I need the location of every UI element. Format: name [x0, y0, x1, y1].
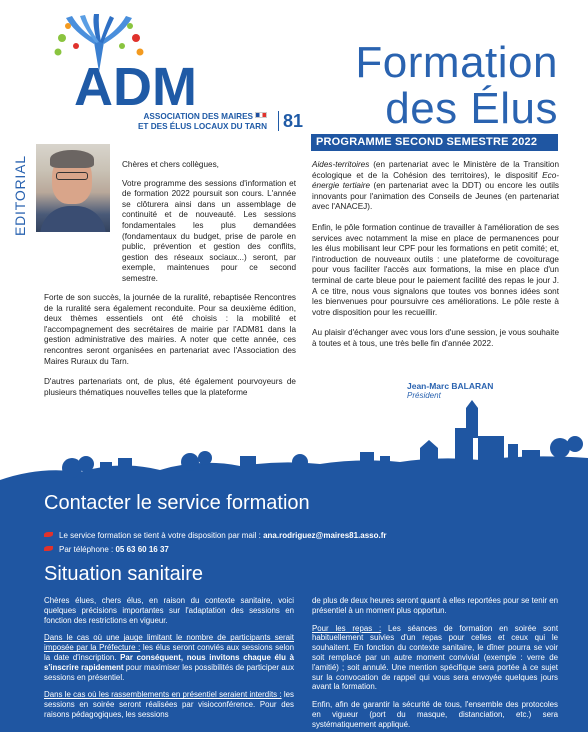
sanitaire-case-jauge: Dans le cas où une jauge limitant le nombre de participants serait imposée par la Préfecture : les élus seront conviés aux sessions selon la date d'inscription. Par conséquent, nous invitons chaque élu à s'inscrire rapidement pour maximiser les possibilités de participer aux sessions en présentiel.: [44, 633, 295, 682]
editorial-paragraph-2: Forte de son succès, la journée de la ruralité, rebaptisée Rencontres de la ruralité sera également reconduite. Pour sa deuxième édition, deux thèmes essentiels ont été choisis : la mobilité et l'accompagnement des secrétaires de mairie par l'ADM81 dans la gestion administrative des mairies. A noter que cette année, ces rencontres seront organisées en partenariat avec l'Association des Maires Ruraux du Tarn.: [44, 293, 296, 366]
contact-email-link[interactable]: ana.rodriguez@maires81.asso.fr: [263, 531, 387, 540]
signature-name: Jean-Marc BALARAN: [407, 381, 494, 391]
aides-territoires: Aides-territoires: [312, 160, 370, 169]
logo-wordmark: ADM: [74, 57, 197, 117]
sanitaire-reports: de plus de deux heures seront quant à elles reportées pour se tenir en présentiel à un moment plus opportun.: [312, 596, 558, 615]
editorial-paragraph-4: Aides-territoires (en partenariat avec le Ministère de la Transition écologique et de la Cohésion des territoires), le dispositif Eco-énergie tertiaire (en partenariat avec la DDT) ou encore les outils innovants pour l'animation des Conseils de Jeunes (en partenariat avec l'ANACEJ).: [312, 160, 559, 212]
editorial-paragraph-6: Au plaisir d'échanger avec vous lors d'une session, je vous souhaite à toutes et à tous, une très belle fin d'année 2022.: [312, 328, 559, 348]
sanitaire-protocoles: Enfin, afin de garantir la sécurité de tous, l'ensemble des protocoles en vigueur (port du masque, distanciation, etc.) sera systématiquement appliqué.: [312, 700, 558, 729]
french-flag-icon: [255, 112, 267, 118]
sanitaire-column-right: [312, 596, 558, 732]
president-photo: [36, 144, 110, 232]
editorial-column-top: [122, 160, 296, 295]
page-title-line1: Formation: [355, 38, 558, 87]
editorial-label: EDITORIAL: [12, 155, 28, 236]
adm-logo: [40, 10, 304, 131]
contact-heading: Contacter le service formation: [44, 492, 310, 514]
sanitaire-heading: Situation sanitaire: [44, 563, 203, 585]
editorial-paragraph-5: Enfin, le pôle formation continue de travailler à l'amélioration de ses services avec notamment la mise en place de permanences pour les élus mobilisant leur CPF pour les formations en petit comité; et, l'introduction de nouveaux outils : une plateforme de covoiturage pour vous faciliter l'accès aux formations, la mise en place d'un terminal de carte bleue pour le paiement facilité des repas le jour J. A ce titre, nous vous signalons que toutes vos bonnes idées sont les bienvenues pour poursuivre ces améliorations. Le pôle reste à votre disposition pour les recueillir.: [312, 222, 559, 317]
town-skyline-illustration: [0, 400, 588, 500]
association-name: [107, 112, 267, 132]
editorial-column-bottom: [44, 293, 296, 408]
association-line1: ASSOCIATION DES MAIRES: [143, 112, 253, 121]
sanitaire-column-left: [44, 596, 294, 728]
department-number: 81: [278, 111, 303, 131]
page-title-line2: des Élus: [385, 84, 558, 133]
signature-role: Président: [407, 391, 441, 400]
editorial-column-right: [312, 160, 559, 360]
association-line2: ET DES ÉLUS LOCAUX DU TARN: [137, 122, 267, 131]
programme-banner: PROGRAMME SECOND SEMESTRE 2022: [311, 134, 558, 151]
sanitaire-intro: Chères élues, chers élus, en raison du contexte sanitaire, voici quelques précisions importantes sur l'adaptation des sessions en fonction des restrictions en vigueur.: [44, 596, 294, 625]
leaf-bullet-icon: [44, 532, 53, 537]
contact-phone-line: Par téléphone : 05 63 60 16 37: [44, 545, 169, 554]
contact-phone: 05 63 60 16 37: [115, 545, 169, 554]
sanitaire-repas: Pour les repas : Les séances de formation en soirée sont habituellement suivies d'un repas pour celles et ceux qui le souhaitent. En fonction du contexte sanitaire, le dîner pourra se voir soit remplacé par un autre moment convivial (exemple : verre de l'amitié) ; soit annulé. Une mention spécifique sera portée à ce sujet sur la convocation de rappel qui vous sera envoyée quelques jours avant la formation.: [312, 623, 559, 692]
editorial-paragraph-1: Votre programme des sessions d'information et de formation 2022 poursuit son cours. L'année se clôturera ainsi dans un assemblage de continuité et de nouveauté. Les sessions fondamentales les plus demandées (fondamentaux du budget, prise de parole en public, prévention et gestion des conflits, gestion des réseaux sociaux...) seront, par exemple, maintenues pour ce second semestre.: [122, 178, 296, 283]
contact-email-line: Le service formation se tient à votre disposition par mail : ana.rodriguez@maires81.asso.fr: [44, 531, 387, 540]
editorial-greeting: Chères et chers collègues,: [122, 160, 219, 169]
sanitaire-case-interdits: Dans le cas où les rassemblements en présentiel seraient interdits : les sessions en soirée seront réalisées par visioconférence. Pour des raisons pédagogiques, les sessions: [44, 690, 294, 719]
eco-energie: Eco-énergie tertiaire: [312, 170, 559, 191]
editorial-paragraph-3: D'autres partenariats ont, de plus, été également pourvoyeurs de plusieurs thématiques nouvelles telles que la plateforme: [44, 377, 296, 397]
leaf-bullet-icon: [44, 546, 53, 551]
